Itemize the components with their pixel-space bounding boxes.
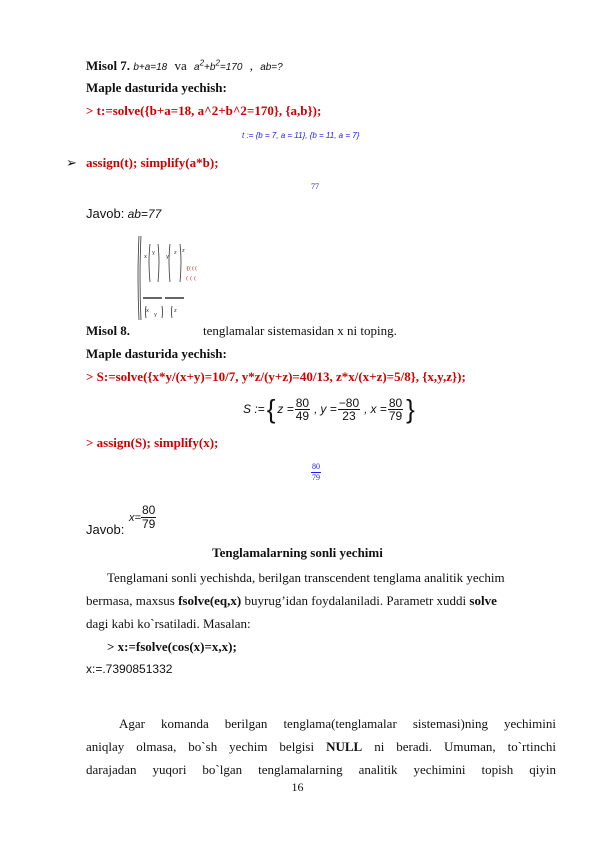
- misol8-output-prefix: S :=: [243, 402, 265, 416]
- misol8-heading: Maple dasturida yechish:: [86, 346, 227, 361]
- svg-text:y: y: [152, 250, 155, 256]
- misol7-heading: Maple dasturida yechish:: [86, 80, 227, 95]
- misol8-text: tenglamalar sistemasidan x ni toping.: [203, 323, 397, 338]
- null-keyword: NULL: [326, 739, 363, 754]
- svg-text:(: (: [194, 276, 196, 282]
- misol8-line: [86, 323, 130, 339]
- misol7-cmd2: assign(t); simplify(a*b);: [86, 155, 219, 170]
- misol7-javob-value: ab=77: [127, 207, 162, 221]
- equation-system-graphic: [136, 232, 200, 324]
- x-fraction: $\frac{80}{79}$: [388, 395, 403, 423]
- misol7-question: ab=?: [260, 62, 283, 73]
- close-brace: }: [406, 394, 415, 424]
- section-p2-line1: Agar komanda berilgan tenglama(tenglamalar sistemasi)ning yechimini: [119, 716, 556, 731]
- misol8-equation-system-image: [136, 232, 200, 324]
- svg-text:y: y: [166, 254, 169, 260]
- misol7-cmd1: > t:=solve({b+a=18, a^2+b^2=170}, {a,b});: [86, 103, 322, 118]
- misol7-label: Misol 7.: [86, 58, 131, 73]
- section-cmd: > x:=fsolve(cos(x)=x,x);: [107, 639, 237, 654]
- misol7-eq2: $a^2+b^2=170$: [194, 58, 243, 73]
- svg-text:z: z: [174, 308, 177, 314]
- y-label: y =: [320, 402, 337, 416]
- misol7-javob: [86, 206, 161, 222]
- misol8-javob-value: x= $\frac{80}{79}$: [129, 503, 156, 531]
- misol8-cmd2: assign(S); simplify(x);: [96, 435, 219, 450]
- z-fraction: $\frac{80}{49}$: [295, 395, 310, 423]
- svg-text:(: (: [195, 266, 197, 272]
- svg-text:{: {: [186, 266, 190, 272]
- section-p2-line2: aniqlay olmasa, bo`sh yechim belgisi NULL ni beradi. Umuman, to`rtinchi: [86, 739, 556, 754]
- misol7-eq1: b+a=18: [133, 62, 168, 73]
- solve-keyword: solve: [469, 593, 497, 608]
- misol7-output2: 77: [311, 182, 319, 191]
- misol7-output1: t := {b = 7, a = 11}, {b = 11, a = 7}: [242, 131, 360, 140]
- section-p2-line3: darajadan yuqori bo`lgan tenglamalarning analitik yechimini topish qiyin: [86, 762, 556, 777]
- svg-text:(: (: [190, 276, 192, 282]
- z-label: z =: [277, 402, 294, 416]
- misol8-cmd2-line: > assign(S); simplify(x);: [86, 435, 219, 450]
- misol8-output1: S := { z = $\frac{80}{49}$ , y = $\frac{-80}{23}$ , x = $\frac{80}{79}$ }: [243, 394, 415, 424]
- svg-text:x: x: [146, 308, 149, 314]
- y-fraction: $\frac{-80}{23}$: [338, 395, 360, 423]
- misol7-line: [86, 58, 283, 74]
- x-label: x =: [370, 402, 387, 416]
- misol8-cmd1: > S:=solve({x*y/(x+y)=10/7, y*z/(y+z)=40/13, z*x/(x+z)=5/8}, {x,y,z});: [86, 369, 466, 384]
- misol8-output2: $\frac{80}{79}$: [312, 462, 320, 482]
- section-title: Tenglamalarning sonli yechimi: [212, 545, 383, 560]
- svg-text:(: (: [186, 276, 188, 282]
- section-p1-line1: Tenglamani sonli yechishda, berilgan transcendent tenglama analitik yechim: [107, 570, 505, 585]
- fsolve-keyword: fsolve(eq,x): [178, 593, 242, 608]
- misol7-comma: ,: [249, 58, 253, 73]
- svg-text:z: z: [174, 250, 177, 256]
- svg-text:(: (: [189, 266, 191, 272]
- misol7-bullet: ➢: [66, 155, 77, 170]
- svg-text:z: z: [182, 248, 185, 254]
- misol7-va: va: [174, 58, 187, 73]
- section-result: x:=.7390851332: [86, 662, 173, 676]
- misol8-label: Misol 8.: [86, 323, 131, 338]
- page-number: 16: [291, 780, 304, 794]
- svg-text:(: (: [192, 266, 194, 272]
- section-p1-line2: bermasa, maxsus fsolve(eq,x) buyrug’idan foydalaniladi. Parametr xuddi solve: [86, 593, 497, 608]
- section-p1-line3: dagi kabi ko`rsatiladi. Masalan:: [86, 616, 251, 631]
- misol8-javob-label: Javob:: [86, 522, 125, 537]
- svg-text:x: x: [144, 254, 147, 260]
- misol7-javob-label: Javob:: [86, 206, 125, 221]
- svg-text:y: y: [154, 312, 157, 318]
- open-brace: {: [266, 394, 276, 424]
